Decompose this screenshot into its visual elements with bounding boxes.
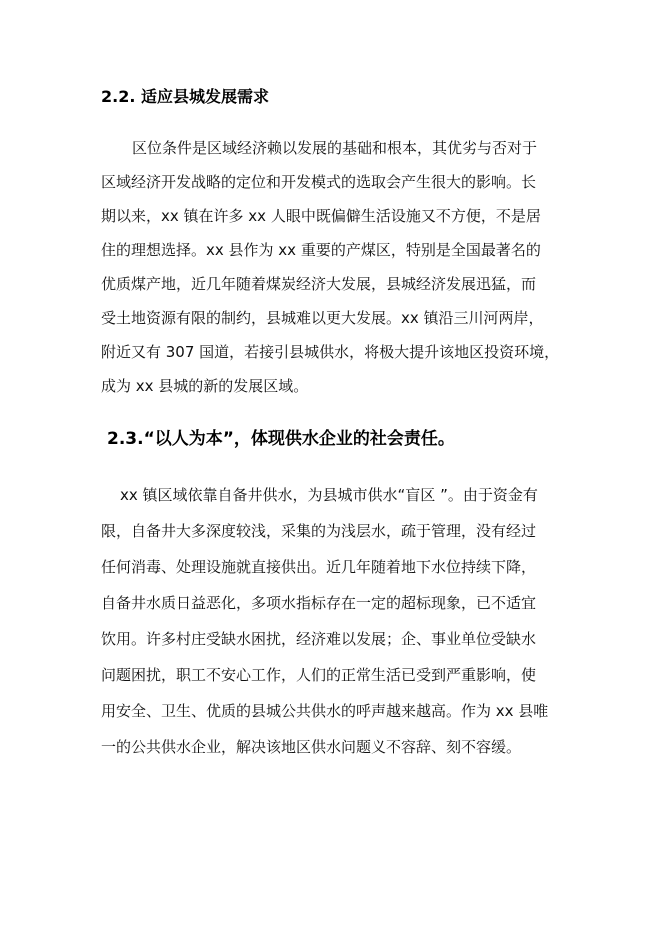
paragraph-line: 期以来，xx 镇在许多 xx 人眼中既偏僻生活设施又不方便，不是居	[101, 207, 541, 225]
section-heading-2-2: 2.2. 适应县城发展需求	[101, 87, 269, 106]
paragraph-line: 用安全、卫生、优质的县城公共供水的呼声越来越高。作为 xx 县唯	[101, 702, 549, 720]
paragraph-line: 限，自备井大多深度较浅，采集的为浅层水，疏于管理，没有经过	[101, 522, 537, 540]
paragraph-line: 区位条件是区域经济赖以发展的基础和根本，其优劣与否对于	[132, 139, 538, 157]
paragraph-line: 一的公共供水企业，解决该地区供水问题义不容辞、刻不容缓。	[101, 738, 522, 756]
paragraph-line: 任何消毒、处理设施就直接供出。近几年随着地下水位持续下降，	[101, 558, 537, 576]
paragraph-line: 优质煤产地，近几年随着煤炭经济大发展，县城经济发展迅猛，而	[101, 275, 537, 293]
paragraph-line: 成为 xx 县城的新的发展区域。	[101, 377, 309, 395]
section-heading-2-3: 2.3.“以人为本”，体现供水企业的社会责任。	[107, 429, 455, 449]
paragraph-line: 问题困扰，职工不安心工作，人们的正常生活已受到严重影响，使	[101, 666, 537, 684]
paragraph-line: 附近又有 307 国道，若接引县城供水，将极大提升该地区投资环境，	[101, 343, 560, 361]
paragraph-line: 住的理想选择。xx 县作为 xx 重要的产煤区，特别是全国最著名的	[101, 241, 541, 259]
paragraph-line: xx 镇区域依靠自备井供水，为县城市供水“盲区 ”。由于资金有	[120, 486, 538, 504]
paragraph-line: 饮用。许多村庄受缺水困扰，经济难以发展；企、事业单位受缺水	[101, 630, 537, 648]
paragraph-line: 受土地资源有限的制约，县城难以更大发展。xx 镇沿三川河两岸，	[101, 309, 544, 327]
paragraph-line: 区域经济开发战略的定位和开发模式的选取会产生很大的影响。长	[101, 173, 537, 191]
paragraph-line: 自备井水质日益恶化，多项水指标存在一定的超标现象，已不适宜	[101, 594, 537, 612]
